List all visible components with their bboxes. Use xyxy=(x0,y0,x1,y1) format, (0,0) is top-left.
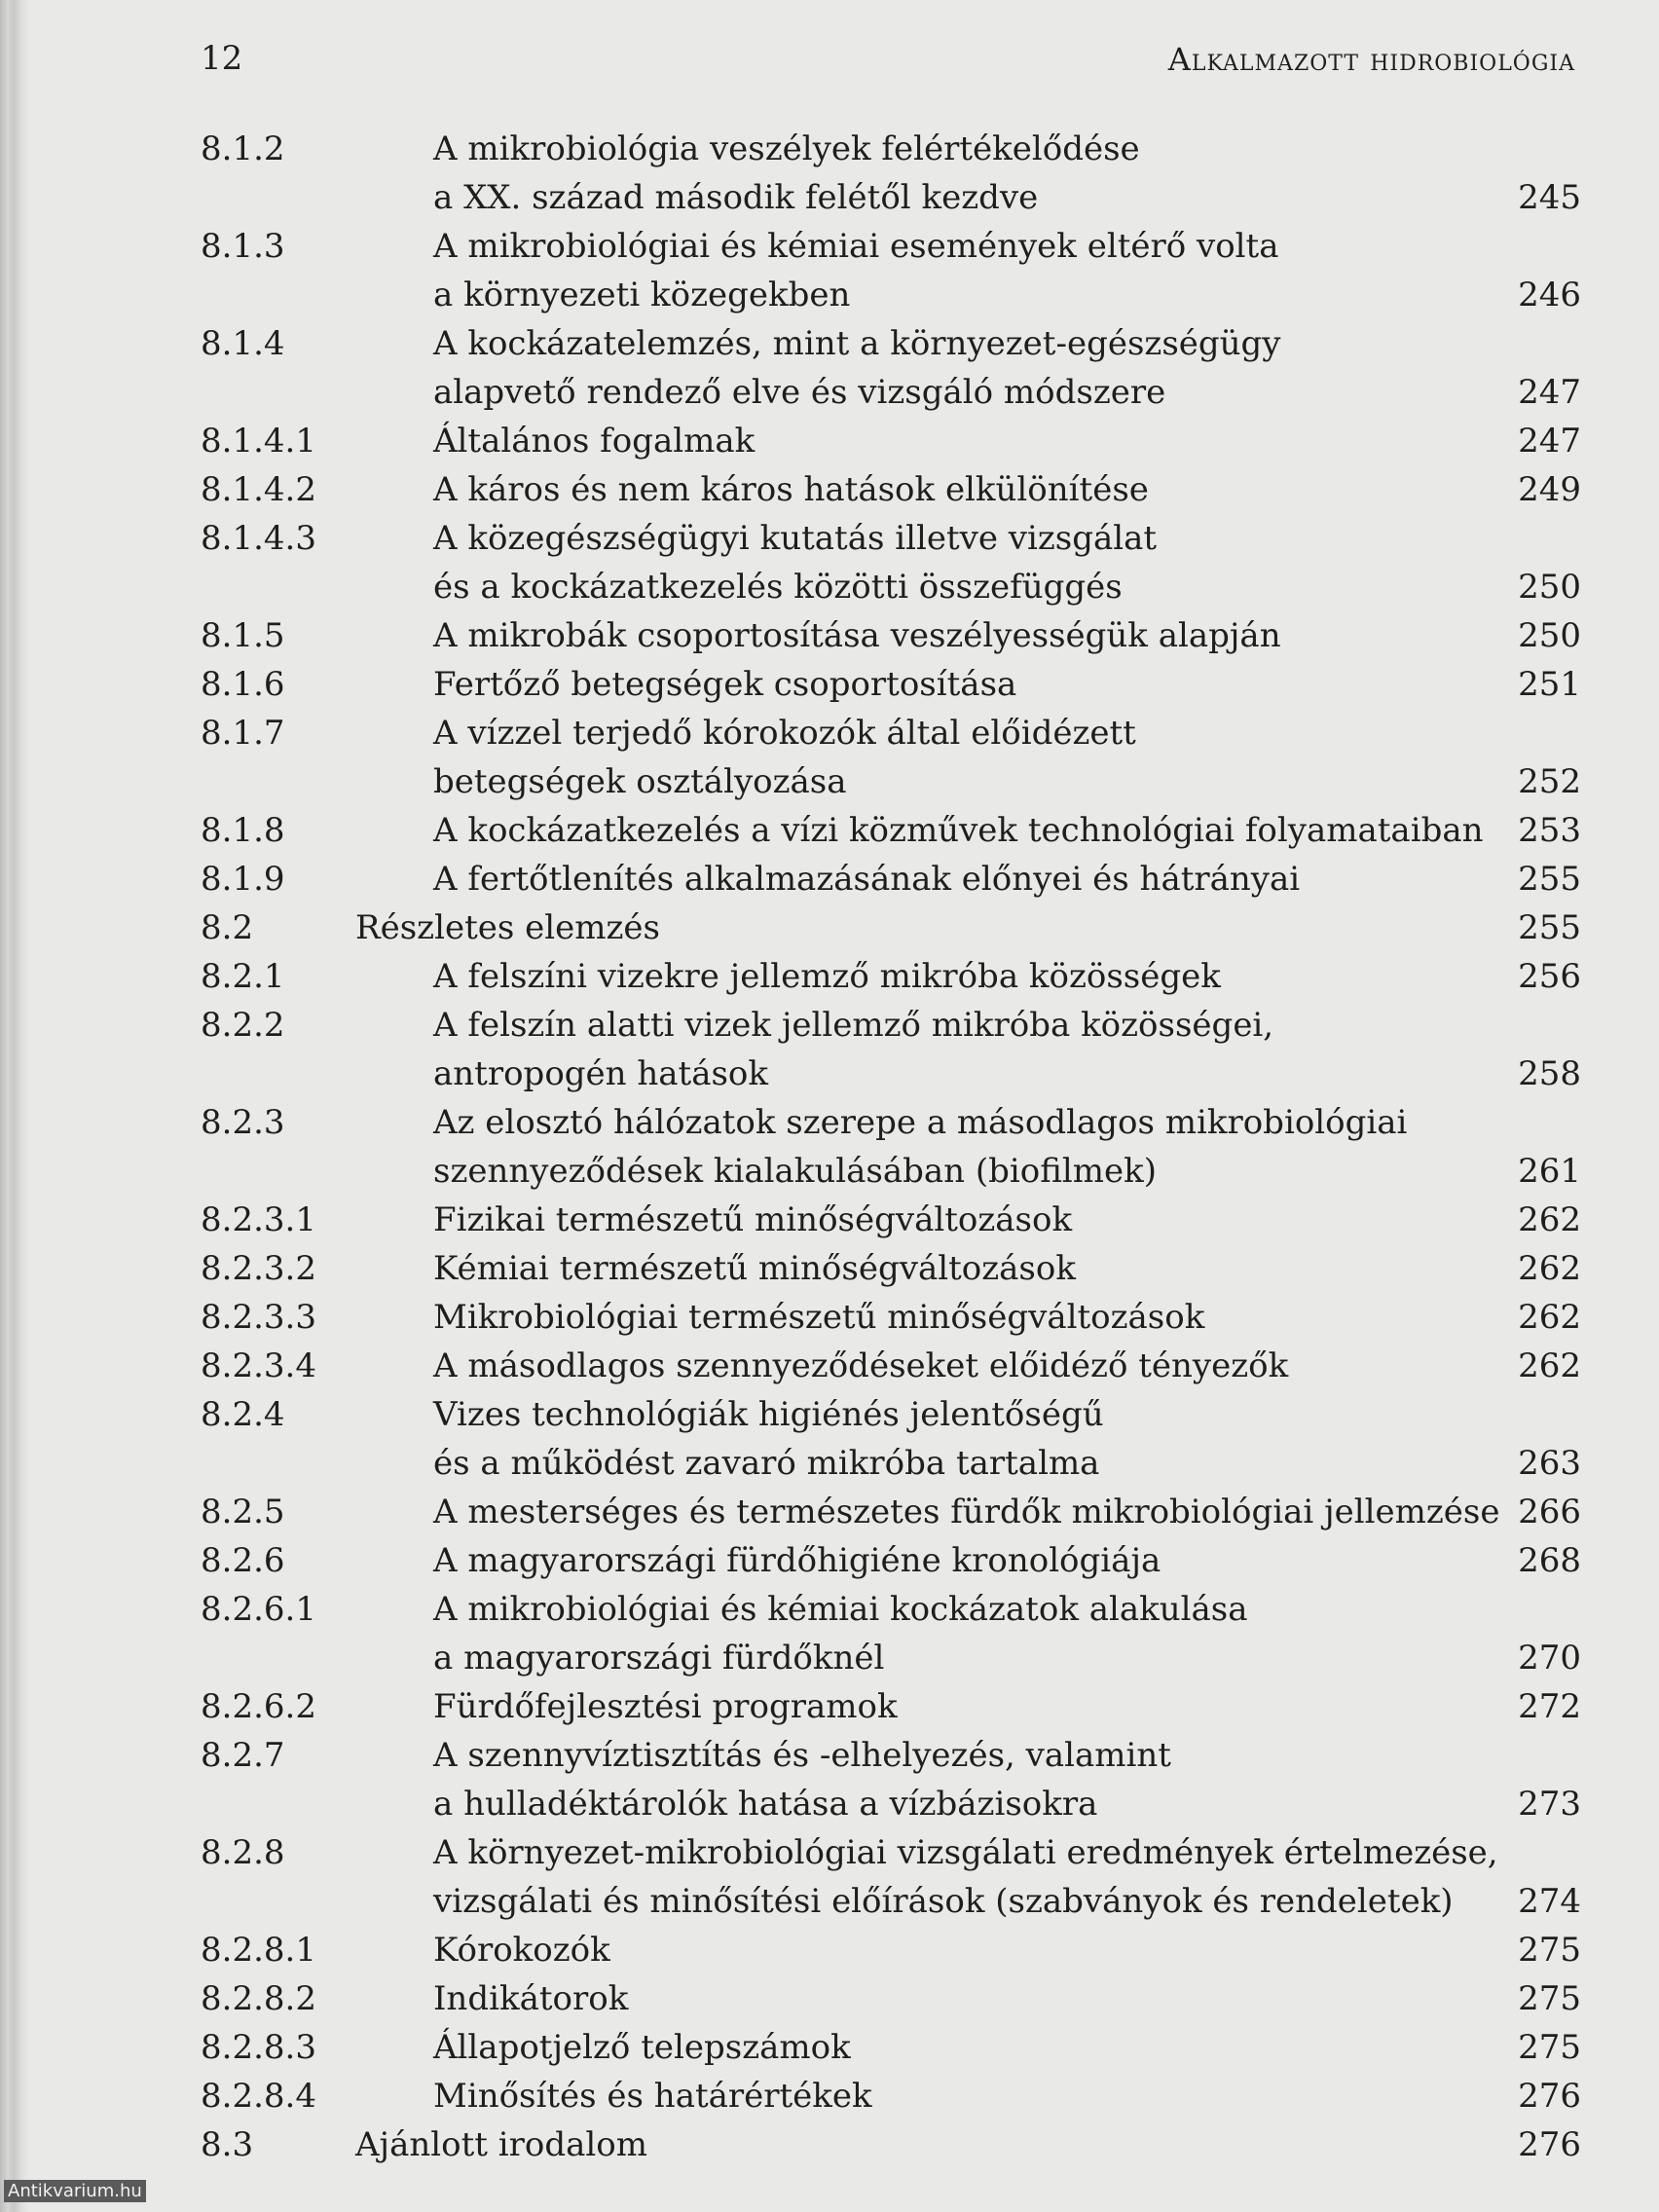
section-title: Mikrobiológiai természetű minőségváltozások xyxy=(433,1298,1205,1337)
section-number: 8.2.6.1 xyxy=(201,1590,316,1629)
toc-entry xyxy=(0,855,1659,903)
toc-line xyxy=(0,1147,1659,1196)
section-number: 8.1.7 xyxy=(201,714,285,753)
toc-line xyxy=(0,806,1659,855)
section-title: Fizikai természetű minőségváltozások xyxy=(433,1200,1073,1239)
page-ref: 273 xyxy=(1518,1785,1581,1824)
toc-line xyxy=(0,2120,1659,2169)
section-title: Állapotjelző telepszámok xyxy=(433,2028,851,2067)
toc-line xyxy=(0,1244,1659,1293)
toc-line xyxy=(0,1536,1659,1585)
page-ref: 247 xyxy=(1518,422,1581,461)
page-ref: 276 xyxy=(1518,2077,1581,2116)
section-number: 8.3 xyxy=(201,2125,254,2164)
section-number: 8.2.8 xyxy=(201,1833,285,1872)
page-ref: 276 xyxy=(1518,2125,1581,2164)
toc-entry xyxy=(0,1585,1659,1682)
section-number: 8.2.3.3 xyxy=(201,1298,316,1337)
section-title: Kémiai természetű minőségváltozások xyxy=(433,1249,1076,1288)
section-number: 8.1.4.3 xyxy=(201,519,316,558)
page-ref: 262 xyxy=(1518,1200,1581,1239)
toc-entry xyxy=(0,1536,1659,1585)
section-title: A mikrobák csoportosítása veszélyességük alapján xyxy=(433,616,1281,655)
toc-line xyxy=(0,757,1659,806)
section-title: szennyeződések kialakulásában (biofilmek) xyxy=(433,1152,1158,1191)
toc-entry xyxy=(0,1001,1659,1098)
toc-entry xyxy=(0,1244,1659,1293)
page-ref: 252 xyxy=(1518,762,1581,801)
toc-line xyxy=(0,855,1659,903)
toc-entry xyxy=(0,1731,1659,1828)
watermark: Antikvarium.hu xyxy=(4,2180,146,2202)
section-title: Fürdőfejlesztési programok xyxy=(433,1687,898,1726)
toc-line xyxy=(0,1780,1659,1828)
section-title: alapvető rendező elve és vizsgáló módszere xyxy=(433,373,1166,412)
section-title: A felszín alatti vizek jellemző mikróba közösségei, xyxy=(433,1006,1274,1045)
toc-line xyxy=(0,1098,1659,1147)
toc-line xyxy=(0,368,1659,417)
toc-line xyxy=(0,1634,1659,1682)
page-ref: 262 xyxy=(1518,1298,1581,1337)
toc-line xyxy=(0,1293,1659,1342)
toc-line xyxy=(0,514,1659,563)
section-number: 8.1.5 xyxy=(201,616,285,655)
section-number: 8.2.7 xyxy=(201,1736,285,1775)
page-ref: 256 xyxy=(1518,957,1581,996)
toc-entry xyxy=(0,222,1659,319)
toc-line xyxy=(0,903,1659,952)
toc-entry xyxy=(0,125,1659,222)
section-number: 8.2 xyxy=(201,908,254,947)
toc-entry xyxy=(0,2120,1659,2169)
page-ref: 253 xyxy=(1518,811,1581,850)
toc-line xyxy=(0,1390,1659,1439)
toc-entry xyxy=(0,1488,1659,1536)
section-title: A mikrobiológiai és kémiai események eltérő volta xyxy=(433,227,1279,266)
toc-line xyxy=(0,1877,1659,1926)
toc-line xyxy=(0,952,1659,1001)
section-title: A mikrobiológia veszélyek felértékelődése xyxy=(433,129,1140,168)
section-title: A másodlagos szennyeződéseket előidéző tényezők xyxy=(433,1346,1289,1385)
section-number: 8.2.1 xyxy=(201,957,285,996)
toc-line xyxy=(0,1585,1659,1634)
section-number: 8.1.2 xyxy=(201,129,285,168)
toc-line xyxy=(0,417,1659,465)
section-number: 8.1.4.1 xyxy=(201,422,316,461)
toc-entry xyxy=(0,903,1659,952)
page-ref: 272 xyxy=(1518,1687,1581,1726)
toc-entry xyxy=(0,1828,1659,1926)
section-number: 8.2.3.2 xyxy=(201,1249,316,1288)
toc-line xyxy=(0,1488,1659,1536)
page-ref: 275 xyxy=(1518,2028,1581,2067)
page-ref: 266 xyxy=(1518,1493,1581,1531)
section-title: Vizes technológiák higiénés jelentőségű xyxy=(433,1395,1104,1434)
toc-entry xyxy=(0,611,1659,660)
section-number: 8.2.6.2 xyxy=(201,1687,316,1726)
section-number: 8.2.8.2 xyxy=(201,1979,316,2018)
toc-entry xyxy=(0,1293,1659,1342)
section-title: Az elosztó hálózatok szerepe a másodlagos mikrobiológiai xyxy=(433,1103,1408,1142)
toc-line xyxy=(0,709,1659,757)
toc-entry xyxy=(0,465,1659,514)
toc-line xyxy=(0,1828,1659,1877)
section-number: 8.2.8.4 xyxy=(201,2077,316,2116)
section-title: A kockázatkezelés a vízi közművek technológiai folyamataiban xyxy=(433,811,1484,850)
section-title: A magyarországi fürdőhigiéne kronológiája xyxy=(433,1541,1161,1580)
toc-line xyxy=(0,222,1659,271)
toc-line xyxy=(0,1196,1659,1244)
toc-line xyxy=(0,660,1659,709)
toc-line xyxy=(0,1682,1659,1731)
toc-line xyxy=(0,1342,1659,1390)
page-ref: 246 xyxy=(1518,276,1581,314)
toc-line xyxy=(0,465,1659,514)
section-number: 8.2.4 xyxy=(201,1395,285,1434)
page-ref: 251 xyxy=(1518,665,1581,704)
toc-entry xyxy=(0,952,1659,1001)
toc-entry xyxy=(0,1926,1659,1974)
section-title: Kórokozók xyxy=(433,1931,610,1970)
section-number: 8.1.3 xyxy=(201,227,285,266)
section-number: 8.1.9 xyxy=(201,860,285,899)
page-number: 12 xyxy=(201,39,243,78)
toc-entry xyxy=(0,1098,1659,1196)
page-ref: 255 xyxy=(1518,908,1581,947)
section-title: A vízzel terjedő kórokozók által előidézett xyxy=(433,714,1136,753)
section-number: 8.2.2 xyxy=(201,1006,285,1045)
page-ref: 255 xyxy=(1518,860,1581,899)
toc-entry xyxy=(0,806,1659,855)
toc-entry xyxy=(0,2072,1659,2120)
section-title: A fertőtlenítés alkalmazásának előnyei és hátrányai xyxy=(433,860,1301,899)
toc-line xyxy=(0,1731,1659,1780)
toc-line xyxy=(0,563,1659,611)
section-title: és a kockázatkezelés közötti összefüggés xyxy=(433,568,1123,607)
page-ref: 245 xyxy=(1518,178,1581,217)
section-title: A szennyvíztisztítás és -elhelyezés, valamint xyxy=(433,1736,1171,1775)
toc-entry xyxy=(0,417,1659,465)
toc-line xyxy=(0,125,1659,173)
section-number: 8.2.5 xyxy=(201,1493,285,1531)
page-ref: 275 xyxy=(1518,1979,1581,2018)
page-ref: 249 xyxy=(1518,470,1581,509)
page-ref: 275 xyxy=(1518,1931,1581,1970)
toc-entry xyxy=(0,319,1659,417)
table-of-contents xyxy=(0,125,1659,2169)
page-ref: 274 xyxy=(1518,1882,1581,1921)
section-title: Részletes elemzés xyxy=(355,908,660,947)
toc-entry xyxy=(0,1682,1659,1731)
section-number: 8.1.6 xyxy=(201,665,285,704)
section-number: 8.2.6 xyxy=(201,1541,285,1580)
toc-entry xyxy=(0,1196,1659,1244)
section-number: 8.2.3.4 xyxy=(201,1346,316,1385)
toc-line xyxy=(0,271,1659,319)
toc-line xyxy=(0,173,1659,222)
section-title: Ajánlott irodalom xyxy=(355,2125,647,2164)
toc-line xyxy=(0,1439,1659,1488)
toc-entry xyxy=(0,514,1659,611)
page-ref: 261 xyxy=(1518,1152,1581,1191)
section-title: betegségek osztályozása xyxy=(433,762,847,801)
toc-entry xyxy=(0,660,1659,709)
toc-entry xyxy=(0,709,1659,806)
section-title: A kockázatelemzés, mint a környezet-egészségügy xyxy=(433,324,1281,363)
section-title: Fertőző betegségek csoportosítása xyxy=(433,665,1017,704)
section-title: Minősítés és határértékek xyxy=(433,2077,872,2116)
toc-entry xyxy=(0,1342,1659,1390)
page-ref: 263 xyxy=(1518,1444,1581,1483)
section-number: 8.2.3.1 xyxy=(201,1200,316,1239)
section-title: antropogén hatások xyxy=(433,1054,769,1093)
toc-entry xyxy=(0,2023,1659,2072)
page-ref: 268 xyxy=(1518,1541,1581,1580)
page-ref: 250 xyxy=(1518,568,1581,607)
section-title: A mesterséges és természetes fürdők mikrobiológiai jellemzése xyxy=(433,1493,1500,1531)
section-number: 8.1.8 xyxy=(201,811,285,850)
section-number: 8.2.8.1 xyxy=(201,1931,316,1970)
section-title: vizsgálati és minősítési előírások (szabványok és rendeletek) xyxy=(433,1882,1454,1921)
section-title: A felszíni vizekre jellemző mikróba közösségek xyxy=(433,957,1221,996)
page-ref: 262 xyxy=(1518,1346,1581,1385)
toc-entry xyxy=(0,1974,1659,2023)
section-number: 8.2.8.3 xyxy=(201,2028,316,2067)
toc-line xyxy=(0,1926,1659,1974)
toc-line xyxy=(0,1050,1659,1098)
section-title: Általános fogalmak xyxy=(433,422,756,461)
section-title: a környezeti közegekben xyxy=(433,276,851,314)
section-number: 8.1.4.2 xyxy=(201,470,316,509)
page-ref: 250 xyxy=(1518,616,1581,655)
page-ref: 262 xyxy=(1518,1249,1581,1288)
section-number: 8.1.4 xyxy=(201,324,285,363)
section-title: és a működést zavaró mikróba tartalma xyxy=(433,1444,1100,1483)
section-title: a hulladéktárolók hatása a vízbázisokra xyxy=(433,1785,1098,1824)
page-ref: 258 xyxy=(1518,1054,1581,1093)
page-ref: 270 xyxy=(1518,1639,1581,1677)
section-title: a magyarországi fürdőknél xyxy=(433,1639,885,1677)
section-title: A közegészségügyi kutatás illetve vizsgálat xyxy=(433,519,1158,558)
section-number: 8.2.3 xyxy=(201,1103,285,1142)
section-title: a XX. század második felétől kezdve xyxy=(433,178,1039,217)
section-title: A káros és nem káros hatások elkülönítése xyxy=(433,470,1149,509)
toc-line xyxy=(0,1974,1659,2023)
toc-entry xyxy=(0,1390,1659,1488)
page-ref: 247 xyxy=(1518,373,1581,412)
running-title: Alkalmazott hidrobiológia xyxy=(1167,41,1575,78)
toc-line xyxy=(0,611,1659,660)
section-title: A mikrobiológiai és kémiai kockázatok alakulása xyxy=(433,1590,1248,1629)
section-title: A környezet-mikrobiológiai vizsgálati eredmények értelmezése, xyxy=(433,1833,1498,1872)
toc-line xyxy=(0,2023,1659,2072)
toc-line xyxy=(0,2072,1659,2120)
toc-line xyxy=(0,319,1659,368)
section-title: Indikátorok xyxy=(433,1979,629,2018)
toc-line xyxy=(0,1001,1659,1050)
